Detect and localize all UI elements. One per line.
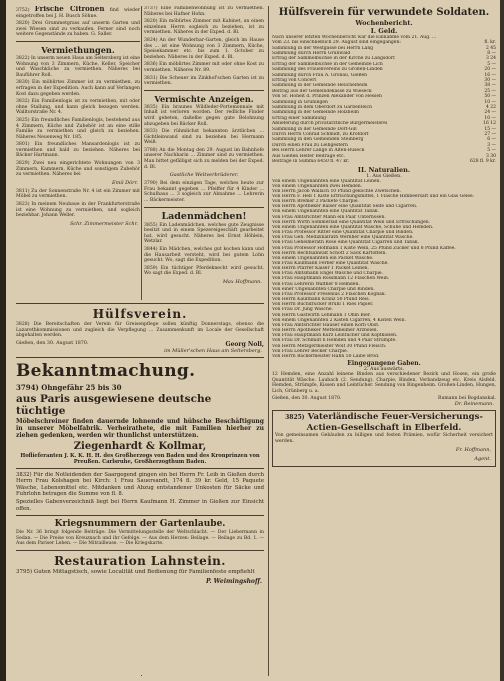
ad-saargegend: 3832) Für die Notleidenden der Saargegend gingen ein bei Herrn Fr. Leib in Gießen durch Herrn Frau Kolshagen bei Kirch: 1 Frau Sauersandt, 174 fl. 39 kr. Geld, 15 Paquete Wäsche, Lebensmittel etc. Mitdanken und Abzug entstandener Unkosten für Säcke und Fuhrlohn betragen die Summe von fl. 8.	[16, 471, 264, 497]
insurance-text: Von gemeinsamen Gebäuden zu billigen und festen Prämien, wofür Sicherheit versichert werden.	[275, 433, 493, 444]
naturalien-line: Von einer Ungenannten Charpie und Binden.	[272, 286, 375, 292]
ad-pferdeknecht: 3859) Ein tüchtiger Pferdeknecht wird gesucht. Wo sagt die Exped. d. Bl.	[144, 265, 264, 277]
naturalien-line: Von Herrn Metzgermeister Wolf 30 Pfund Fleisch.	[272, 343, 387, 349]
naturalien-line: Von Frau Kaufmann Ferber eine Quantität Wäsche.	[272, 261, 389, 266]
eingegangene-signature-2: Dr. Reinemann.	[454, 401, 494, 408]
geld-row-amount: 10 —	[484, 115, 496, 121]
naturalien-line: Von Frau Geheimerath Rose eine Quantität Cigarren und Tabak.	[272, 240, 419, 246]
heading-huelfsverein: Hülfsverein.	[92, 307, 188, 321]
naturalien-line: Von Frau Hauptmann Kurz Leintücher und Kopfkissen.	[272, 333, 398, 339]
ad-huelfsverein: 3828) Die Bereitschaften der Verein für Greisenpflege sollen künftig Donnerstags, ebenso die Lazarethkommissionen und zugleich die Verpflegung ... Zusammenkunft im Locale der Gesellschaft abgehalten werden.	[16, 322, 264, 339]
naturalien-line: Von Herrn Kaufmann Kranz 50 Pfund Reis.	[272, 297, 370, 303]
report-title: Hülfsverein für verwundete Soldaten.	[278, 7, 490, 18]
geld-row-label: Aus Gießen Helfer Beiträge etc.	[272, 153, 345, 159]
geld-row-label: Ertrag von Concert	[272, 78, 317, 83]
geld-row-label: Ablieferung durch privatärztliche Bürgermeisterei	[272, 121, 388, 127]
ad-schule: 3790) Bei dem einzigen Tage, welches heute zur Frau bekannt gegeben ... Pfeiffer für 4 Kinder ... Schulhaus ... 3 sogleich zur Abnahme ... Lehrerin ... Bäckermeister.	[144, 181, 264, 204]
naturalien-line: Von Frau Amtsmann Engel Wäsche und Charpie.	[272, 271, 384, 277]
geld-row-label: Durch einen Frau zu Leihgestern	[272, 142, 348, 148]
geld-row-label: Sammlung in der Westgasse bei Herrn Lang	[272, 45, 374, 51]
eingegangene-signature: Rumann bei Bogdanskal.	[437, 396, 496, 402]
middle-column	[144, 6, 264, 302]
naturalien-line: Von einem Ungenannten zwei Hemden.	[272, 183, 363, 189]
naturalien-line: Von Frau Lehrer Becker Charpie.	[272, 348, 349, 354]
geld-row-label: Sammlung in der Gemeinde Dorf-Gill	[272, 126, 357, 132]
naturalien-line: Von Herrn Pfarrer Kaiser 1 Packet Leinen.	[272, 266, 369, 272]
naturalien-line: Von Frau Dr. Jung Wäsche.	[272, 307, 333, 313]
geld-row-amount: 5 —	[487, 148, 496, 154]
naturalien-line: Von Herrn Buchdrucker Brühl 1 Ries Papier.	[272, 302, 374, 308]
ad-scheuer: 3831) Die Scheuer im Zinkhof'schen Garten ist zu vermiethen.	[144, 75, 264, 87]
ad-portemonnaie: 3835) Ein braunes Wildleder-Portemonnaie mit Inhalt ist verloren worden. Der redliche Finder wird gebeten, daßelbe gegen gute Belohnung abzugeben bei Bäcker Roll.	[144, 104, 264, 127]
ad-montag-signature: Gastliche Weltverbrüderer.	[169, 172, 239, 179]
ad-huelfsverein-signature: Georg Noll,	[225, 340, 264, 348]
geld-row-label: Ertrag der Sammelbüchse in der Gemeinde Lich	[272, 61, 383, 67]
geld-row-amount: 2 45	[485, 45, 496, 51]
ad-huelfsverein-place: Gießen, den 30. August 1870.	[16, 340, 89, 346]
divider	[16, 468, 264, 469]
heading-restauration: Restauration Lahnstein.	[54, 554, 226, 568]
report-subtitle: Wochenbericht.	[355, 19, 413, 27]
bekanntmachung-headline: aus Paris ausgewiesene deutsche tüchtige	[16, 392, 212, 417]
naturalien-line: Von Herrn F. Heß 1 Kiste Erfrischungsmittel, 1 Flasche Himbeersaft und ein Glas Gelee.	[272, 193, 475, 199]
geld-row-label: Sammlung in der Gemeinde Holzheim	[272, 110, 359, 116]
divider	[144, 90, 264, 91]
ad-restauration: 3795) Guten Mittagstisch, sowie Localität und Bedienung für Familienfeste empfiehlt	[16, 569, 255, 575]
ad-wunderbar: 3824) An der Wunderbar-Garten, gleich im Hause des ... ist eine Wohnung von 3 Zimmern, Küche, Speisekammer etc. bis zum 1. October zu beziehen. Näheres in der Exped. d. Bl.	[144, 37, 264, 60]
insurance-title	[275, 412, 493, 433]
geld-row-amount: 50 —	[484, 94, 496, 100]
naturalien-line: Von Frau Professor Ritter eine Quantität Charpie und Binden.	[272, 230, 414, 236]
naturalien-line: Von Frau Professor Fresenius 2 Flaschen Kognak.	[272, 291, 386, 297]
geld-row-label: Sammlung in der Gemeinde Heuchelheim	[272, 83, 368, 89]
naturalien-line: Von Herrn Apotheker Mettenheimer Arzneien.	[272, 328, 378, 334]
right-column	[272, 6, 496, 677]
geld-row-label: Vom 23. bis einschließlich 29. August sind eingegangen:	[272, 40, 401, 46]
geld-row-amount: 16 —	[484, 72, 496, 78]
ad-moebl-zimmer: 3820) Ein möblirtes Zimmer mit Kabinet, an einen einzelnen Herrn sogleich zu beziehen, ist zu vermiethen. Näheres in der Exped. d. Bl.	[144, 19, 264, 36]
geld-sum-value: 628 fl. 9 kr.	[470, 159, 496, 165]
naturalien-subheading: 1. Aus Gießen.	[366, 173, 402, 179]
geld-row-amount: 5 —	[487, 61, 496, 67]
lower-left-block	[16, 300, 264, 675]
ad-sonnenstrasse: 3811) Zu der Sonnenstraße Nr. 4 ist ein Zimmer mit Möbel zu vermiethen.	[16, 188, 140, 200]
bekanntmachung-text: Möbelschreiner finden dauernde lohnende und hübsche Beschäftigung in unserer Möbelfabrik. Verheirathete, die mit Familien hierher zu ziehen gedenken, werden wir thunlichst unterstützen.	[16, 417, 264, 439]
naturalien-list	[272, 179, 496, 359]
geld-row-amount: 8 —	[487, 50, 496, 56]
insurance-signature-2: Agent.	[474, 455, 491, 462]
bekanntmachung-number: 3794) Ohngefähr 25 bis 30	[16, 382, 122, 392]
ad-mansardenlogis: 3801) Ein freundliches Mansardenlogis ist zu vermiethen und bald zu beziehen. Näheres bei Bäcker Hartmann.	[16, 142, 140, 159]
naturalien-line: Von Herrn Jacob Wallach 10 Pfund gekochte Zwetschen.	[272, 188, 401, 194]
naturalien-line: Von Frau Hauptmann Rossmann 12 Flaschen Wein.	[272, 276, 390, 282]
ad-kriegsnummern: Die Nr. 36 bringt folgende Beiträge: Die Vermittelungsstelle der Weltschlacht. — Der Liebermann in Sedan. — Die Preise von Kreuznach und ihr Gefolge. — Aus dem Herzen: Beilage. — Beilage zu Bd. 1. — Aus dem Pariser Leben. — Die Mitrailleuse. — Die Kriegskarte.	[16, 530, 264, 547]
geld-row-label: Sammlung in dem Oberdorf zu Garbenteich	[272, 105, 372, 111]
naturalien-line: Von Herrn Rechtsanwalt Schott 2 Sack Kartoffeln.	[272, 250, 387, 256]
ad-gichtleinwand: 3833) Die rühmlichst bekannten ärztlichen ... Gichtleinwand sind zu beziehen bei Hermann Weiß.	[144, 129, 264, 146]
ad-wohnungen: 3829) Zwei neu eingerichtete Wohnungen von 3 Zimmern, Kammern, Küche und sonstigem Zubehör zu vermiethen. Näheres bei	[16, 161, 140, 178]
ad-citronen: 3752) Frische Citronen find wieder eingetroffen bei J. H. Busch Söhne.	[16, 6, 140, 19]
column-rule	[268, 6, 269, 676]
divider	[16, 550, 264, 551]
naturalien-line: Von Frau Professor Hofmann 1 Kiste Wein, 25 Pfund Zucker und 8 Pfund Kaffee.	[272, 245, 456, 251]
geld-row-amount: 15 —	[484, 126, 496, 132]
ad-montag: 3788) An die Montag den 29. August im Bahnhofe unserer Nachbarin ... Zimmer sind zu vermiethen. Man bittet gefälligst sich zu melden bei der Exped. d. Bl.	[144, 147, 264, 170]
ad-neubau: 3823) In meinem Neubaue in der Frankfurterstraße ist eine Wohnung zu vermiethen, und sogleich beziehbar. Johann Weller.	[16, 202, 140, 219]
divider	[16, 41, 140, 42]
geld-row-label: Durch Herrn Conrad Schmidt, zu Krofdorf	[272, 132, 369, 138]
ad-huelfsverein-address: im Müller'schen Haus am Seltersberg.	[164, 347, 262, 354]
geld-row-amount: 10 —	[484, 99, 496, 105]
naturalien-line: Von einem Ungenannten eine Quantität Wäsche, Schuhe und Hemden.	[272, 224, 434, 230]
divider	[16, 303, 264, 304]
geld-row-amount: 38 —	[484, 83, 496, 89]
bekanntmachung-firm-details: Hoflieferanten J. K. K. H. H. des Großherzogs von Baden und des Kronprinzen von Preußen. Carlsruhe, Großherzogthum Baden.	[20, 452, 260, 465]
geld-row-amount: 20 —	[484, 67, 496, 73]
geld-intro: Nach unserer letzten Wochenbericht war die Einnahme vom 21. Aug. ...	[272, 35, 437, 40]
eingegangene-heading: Eingegangene Gaben.	[347, 359, 421, 367]
divider	[144, 207, 264, 208]
ad-familienlogis: 3832) Ein Familienlogis ist zu vermiethen, mit oder ohne Stallung, und kann gleich bezogen werden. Walltorstraße Nr. 4.	[16, 99, 140, 116]
ad-wohnungen-signature: Emil Dörr.	[111, 179, 138, 186]
geld-row-amount: fl. kr.	[484, 40, 496, 46]
heading-kriegsnummern: Kriegsnummern der Gartenlaube.	[54, 519, 226, 530]
geld-row-label: Sammlung durch Frau A. Gronau, Gießen	[272, 72, 368, 78]
insurance-title-text: Vaterländische Feuer-Versicherungs-Actien-Gesellschaft in Elberfeld.	[306, 412, 483, 434]
ad-familienlogis-2: 3825) Ein freundliches Familienlogis, bestehend aus 4 Zimmern, Küche und Zubehör ist an eine stille Familie zu vermiethen und gleich zu beziehen. Näheres Neuenweg Nr. 185.	[16, 117, 140, 140]
ad-saargegend-note: Spezielles Gabenverzeichniß liegt bei Herrn Kaufmann H. Zimmer in Gießen zur Einsicht offen.	[16, 499, 264, 512]
ad-pferdeknecht-signature: Max Hoffmann.	[222, 278, 262, 285]
geld-row-amount: 6 —	[487, 137, 496, 143]
heading-ladenmaedchen: Ladenmädchen!	[161, 210, 247, 222]
naturalien-line: Von Herrn Gastwirth Lehmann 1 Ohm Bier.	[272, 312, 371, 318]
naturalien-line: Von einem Ungenannten 2 Kisten Cigarren, 4 Kisten Wein.	[272, 317, 406, 323]
ad-koechin: 3844) Ein Mädchen, welches gut kochen kann und die Hausarbeit versteht, wird bei gutem Lohn gesucht. Wo, sagt die Expedition.	[144, 247, 264, 264]
ad-zimmer-kost: 3836) Ein möblirtes Zimmer mit oder ohne Kost zu vermiethen. Näheres Nr. 89.	[144, 62, 264, 73]
ad-wohnung: 3822) In unserm neuen Haus am Seltersberg ist eine Wohnung von 3 Zimmern, Küche, Keller, Speicher und Waschküche zu vermiethen. Näheres bei Bauführer Roll.	[16, 55, 140, 78]
geld-row-label: Bei Herrn Lehrer Lange in Alten-Buseck	[272, 148, 365, 154]
heading-vermiethungen: Vermiethungen.	[41, 44, 115, 55]
newspaper-page	[6, 0, 500, 681]
geld-row-amount: 3 —	[487, 142, 496, 148]
insurance-ad	[272, 410, 496, 466]
heading-anzeigen: Vermischte Anzeigen.	[154, 93, 254, 104]
geld-row-label: Sammlung in Grüningen	[272, 99, 328, 105]
ad-familienwohnung: 3737) Eine Familienwohnung ist zu vermiethen. Näheres bei Hafner Hohn.	[144, 6, 264, 17]
geld-row-amount: 27 —	[484, 132, 496, 138]
naturalien-line: Von Herrn Bremer 2 Packete Charpie.	[272, 199, 359, 205]
ad-zimmer: 3830) Ein möblirtes Zimmer ist zu vermiethen, zu erfragen in der Expedition. Auch kann auf Verlangen Kost dazu gegeben werden.	[16, 80, 140, 97]
geld-row-label: Beitrag aus der Gemeindekasse zu Wieseck	[272, 88, 372, 94]
naturalien-heading: II. Naturalien.	[357, 165, 411, 174]
ad-neubau-signature: Schr. Zimmermeister Schr.	[69, 220, 138, 227]
insurance-number: 3825)	[285, 414, 305, 422]
geld-row-amount: 3 24	[485, 56, 496, 62]
geld-row-amount: 16 12	[483, 121, 496, 127]
eingegangene-date: Gießen, den 30. August 1870.	[272, 396, 342, 402]
geld-list	[272, 40, 496, 159]
geld-row-amount: 24 —	[484, 110, 496, 116]
divider	[16, 515, 264, 516]
divider	[16, 357, 264, 358]
naturalien-line: Von Herrn Bäckermeister Hahn 50 Laibe Brod.	[272, 353, 380, 359]
eingegangene-text: 12 Hemden, eine Anzahl leinene Binden aus verschiedener Bezirk und Hosen, ein große Quantität Wäsche. Laubach (2. Sendung). Charpie, Binden, Verbandzeug etc. Kreis Alsfeld. Hemden, Strümpfe, Kissen und Leintücher. Sendung von Bingenheim. Großen-Linden, Hungen, Lich, Grünberg u. a.	[272, 371, 496, 394]
geld-row-label: Ertrag einer Sammlung	[272, 115, 327, 121]
geld-row-label: Ertrag der Sammelbüchse in der Kirche zu Langsdorf	[272, 56, 395, 62]
naturalien-line: Von Herrn Wirth Sommerlad eine Quantität Wein und Erfrischungen.	[272, 219, 431, 225]
naturalien-line: Von Frau Dr. Schmidt 6 Hemden und 4 Paar Strümpfe.	[272, 338, 397, 344]
naturalien-line: Von einem Ungenannten ein Packet Wäsche.	[272, 255, 374, 261]
geld-sum-label: Beiträge in Summa 6450 fl. 47 kr.	[272, 159, 350, 165]
naturalien-line: Von Frau Lehrerin Walther 8 Hemden.	[272, 281, 360, 287]
ad-huelfsverein-footer	[16, 341, 264, 348]
geld-row-amount: 30 —	[484, 78, 496, 83]
geld-heading: I. Geld.	[370, 27, 398, 35]
geld-row-label: Sammlung durch Herrn Grünwald	[272, 50, 351, 56]
naturalien-line: Von Frau Geh. Medizinalrath Wernher eine Quantität Wäsche.	[272, 235, 414, 241]
insurance-signature: Fr. Hoffmann,	[455, 446, 491, 453]
geld-row-label: Sammlung in den Gemeinden Steinberg	[272, 137, 364, 143]
heading-bekanntmachung: Bekanntmachung.	[16, 360, 196, 381]
naturalien-line: Von Frau Amtsrichter Hauser einen Korb Obst.	[272, 322, 380, 328]
geld-row-amount: 4 22	[485, 105, 496, 111]
ad-ladenmaedchen: 3855) Ein Ladenmädchen, welches gute Zeugnisse besitzt und in einem Spezereigeschäft gearbeitet hat, wird gesucht. Näheres bei Ernst Höhlein, Wetzlar.	[144, 222, 264, 245]
naturalien-line: Von Herrn Apotheker Balser eine Quantität Seife und Cigarren.	[272, 204, 418, 210]
geld-row-amount: 3 30	[485, 153, 496, 159]
ad-restauration-signature: P. Weimingshoff.	[205, 577, 262, 585]
naturalien-line: Von Frau Amtsrichter Mann ein Paar Unterhosen.	[272, 214, 386, 220]
bekanntmachung-firm: Ziegenhardt & Kollmar,	[73, 440, 207, 452]
naturalien-line: Von einem Ungenannten eine Quantität Tabak.	[272, 209, 379, 215]
geld-row-label: Von Sr. Hoheit d. Prinzen Alexander von Hessen	[272, 94, 382, 100]
ad-grummet: 3820) Drei Grummetgrass auf unserm Garten und zwei Wiesen sind zu verkaufen. Ferner sind noch weitere Gegenstände zu haben. G. Saller.	[16, 21, 140, 38]
geld-row-amount: 25 —	[484, 88, 496, 94]
geld-sum-row	[272, 159, 496, 164]
eingegangene-subheading: 2. Aus auswärts.	[363, 366, 405, 372]
geld-row-label: Sammlung des Frauenvereins zu Großen-Linden	[272, 67, 383, 73]
naturalien-line: Von einem Ungenannten eine Quantität Leinen.	[272, 178, 381, 184]
